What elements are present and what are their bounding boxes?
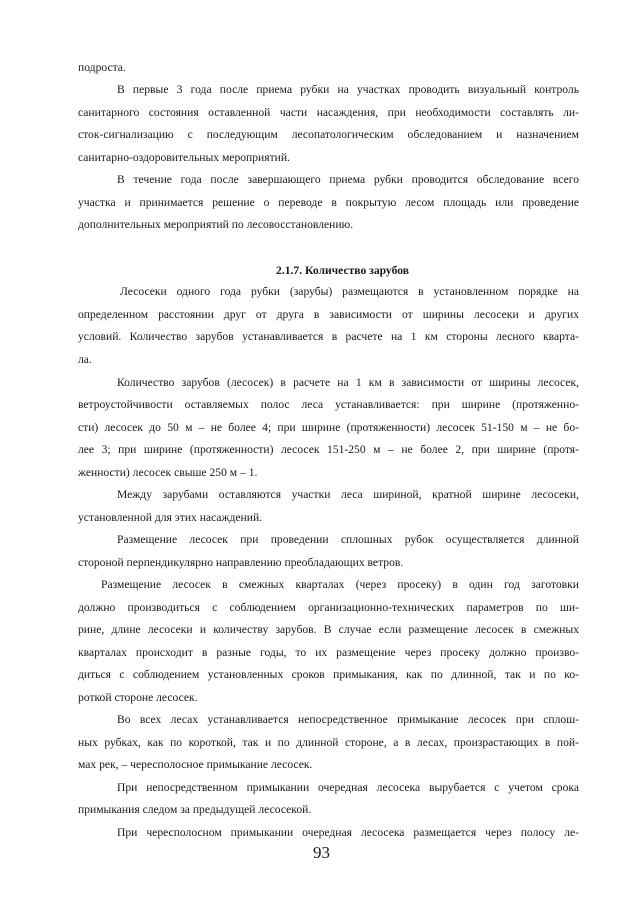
text-line: мах рек, – чересполосное примыкание лесосек. <box>78 758 313 771</box>
text-line: Лесосеки одного года рубки (зарубы) размещаются в установленном порядке на <box>120 285 579 298</box>
text-line: Между зарубами оставляются участки леса шириной, кратной ширине лесосеки, <box>117 488 579 501</box>
text-line: условий. Количество зарубов устанавливается в расчете на 1 км стороны лесного кварта- <box>78 330 579 343</box>
text-line: При чересполосном примыкании очередная лесосека размещается через полосу ле- <box>117 826 579 839</box>
text-line: женности) лесосек свыше 250 м – 1. <box>78 466 258 479</box>
section-heading: 2.1.7. Количество зарубов <box>276 264 409 277</box>
text-line: Количество зарубов (лесосек) в расчете на 1 км в зависимости от ширины лесосек, <box>117 376 579 389</box>
text-line: лее 3; при ширине (протяженности) лесосек 151-250 м – не более 2, при ширине (протя- <box>78 443 579 456</box>
text-line: Размещение лесосек в смежных кварталах (через просеку) в один год заготовки <box>101 578 579 591</box>
text-line: В первые 3 года после приема рубки на участках проводить визуальный контроль <box>117 83 579 96</box>
page-number: 93 <box>313 843 330 862</box>
text-line: В течение года после завершающего приема рубки проводится обследование всего <box>117 173 579 186</box>
text-line: определенном расстоянии друг от друга в зависимости от ширины лесосеки и других <box>78 308 579 321</box>
text-line: роткой стороне лесосек. <box>78 691 198 704</box>
text-line: ветроустойчивости оставляемых полос леса устанавливается: при ширине (протяженно- <box>78 398 579 411</box>
text-line: ных рубках, как по короткой, так и по длинной стороне, а в лесах, произрастающих в пой- <box>78 736 579 749</box>
text-line: санитарно-оздоровительных мероприятий. <box>78 151 290 164</box>
text-line: Размещение лесосек при проведении сплошных рубок осуществляется длинной <box>117 533 579 546</box>
text-line: сти) лесосек до 50 м – не более 4; при ширине (протяженности) лесосек 51-150 м – не бо- <box>78 421 579 434</box>
text-line: установленной для этих насаждений. <box>78 511 263 524</box>
text-line: диться с соблюдением установленных сроков примыкания, как по длинной, так и по ко- <box>78 668 579 681</box>
text-line: примыкания следом за предыдущей лесосекой. <box>78 803 312 816</box>
text-line: участка и принимается решение о переводе в покрытую лесом площадь или проведение <box>78 196 579 209</box>
text-line: рине, длине лесосеки и количеству зарубов. В случае если размещение лесосек в смежных <box>78 623 579 636</box>
text-line: подроста. <box>78 61 126 74</box>
text-line: сток-сигнализацию с последующим лесопатологическим обследованием и назначением <box>78 128 579 141</box>
text-line: ла. <box>78 353 92 366</box>
text-line: дополнительных мероприятий по лесовосстановлению. <box>78 218 354 231</box>
text-line: должно производиться с соблюдением организационно-технических параметров по ши- <box>78 601 579 614</box>
text-line: Во всех лесах устанавливается непосредственное примыкание лесосек при сплош- <box>117 713 579 726</box>
text-line: При непосредственном примыкании очередная лесосека вырубается с учетом срока <box>117 781 579 794</box>
text-line: стороной перпендикулярно направлению преобладающих ветров. <box>78 556 404 569</box>
text-line: кварталах происходит в разные годы, то их размещение через просеку должно произво- <box>78 646 579 659</box>
text-line: санитарного состояния оставленной части насаждения, при необходимости составлять ли- <box>78 106 579 119</box>
